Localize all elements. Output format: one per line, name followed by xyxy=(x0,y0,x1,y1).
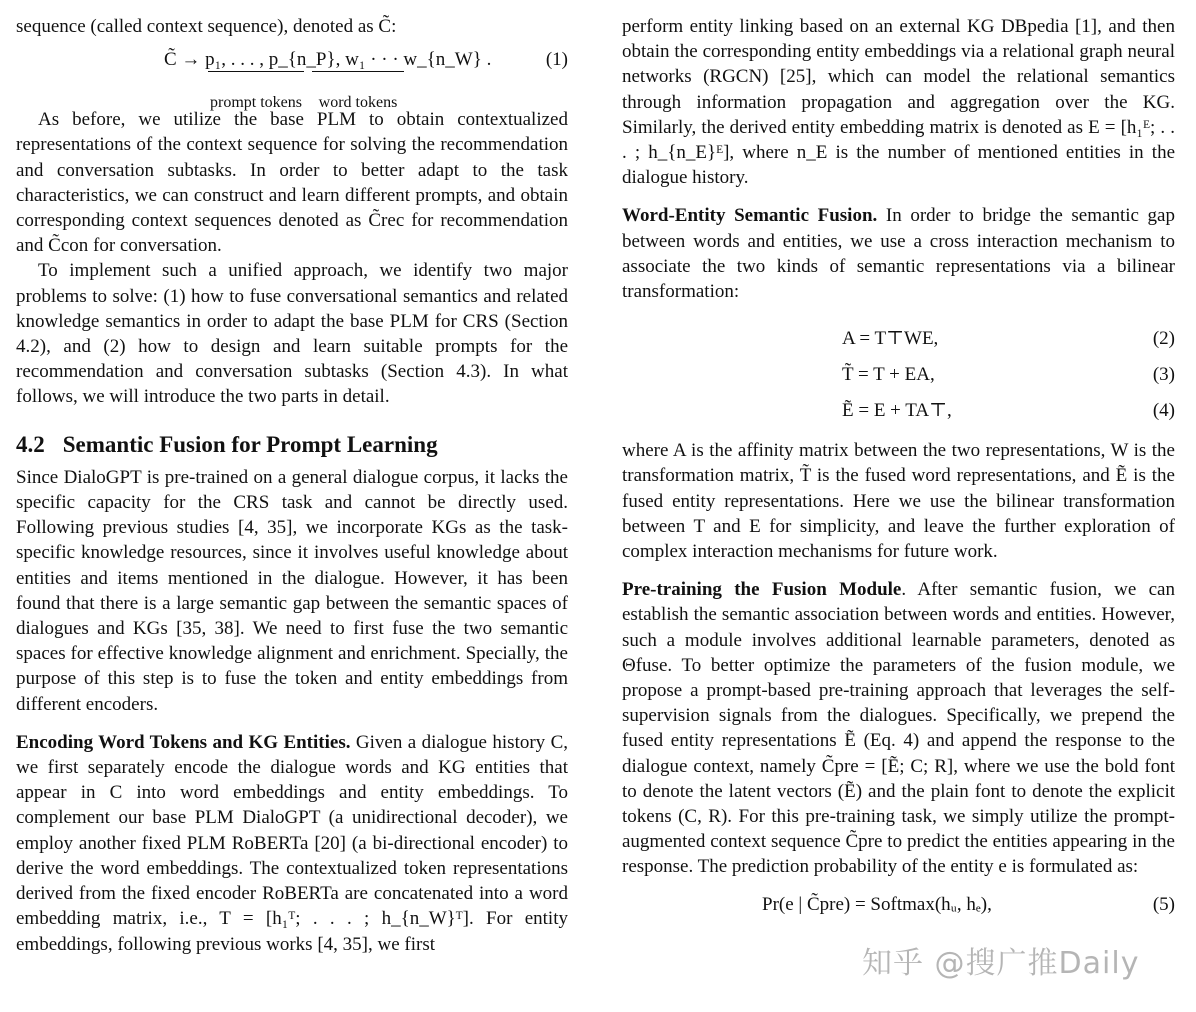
brace-prompt-tokens: prompt tokens xyxy=(208,71,304,115)
right-column xyxy=(622,14,1175,926)
equation-3: T̃ = T + EA, xyxy=(842,364,935,386)
section-title: Semantic Fusion for Prompt Learning xyxy=(62,431,438,457)
pretraining-text: . After semantic fusion, we can establish the semantic association between words and entities. However, such a module involves additional learnable parameters, denoted as Θfuse. To better optimize the parameters of the fusion module, we propose a prompt-based pre-training approach that leverages the self-supervision signals from the dialogues. Specifically, we prepend the fused entity representations Ẽ (Eq. 4) and append the response to the dialogue context, namely C̃pre = [Ẽ; C; R], where we use the bold font to denote the latent vectors (Ẽ) and the plain font to denote the explicit tokens (C, R). For this pre-training task, we simply utilize the prompt-augmented context sequence C̃pre to predict the entities appearing in the response. The prediction probability of the entity e is formulated as: xyxy=(622,579,1175,878)
equation-3-number: (3) xyxy=(1152,364,1175,386)
encoding-text: Given a dialogue history C, we first separately encode the dialogue words and KG entities that appear in C into word embeddings and entity embeddings. To complement our base PLM DialoGPT (a unidirectional decoder), we employ another fixed PLM RoBERTa [20] (a bi-directional encoder) to derive the word embeddings. The contextualized token representations derived from the fixed encoder RoBERTa are concatenated into a word embedding matrix, i.e., T = [h₁ᵀ; . . . ; h_{n_W}ᵀ]. For entity embeddings, following previous works [4, 35], we first xyxy=(16,731,568,955)
equation-1-body: C̃ → p₁, . . . , p_{n_P}, w₁ · · · w_{n_W} . xyxy=(164,49,492,71)
paragraph-encoding xyxy=(16,730,568,957)
left-column xyxy=(16,14,568,957)
equation-2-number: (2) xyxy=(1152,328,1175,350)
equation-1-braces xyxy=(208,71,412,115)
equation-5-number: (5) xyxy=(1152,893,1175,915)
pretraining-heading: Pre-training the Fusion Module xyxy=(622,579,902,601)
paragraph-dialogpt: Since DialoGPT is pre-trained on a general dialogue corpus, it lacks the specific capacity for the CRS task and cannot be directly used. Following previous studies [4, 35], we incorporate KGs as the task-specific knowledge resources, since it involves useful knowledge about entities and items mentioned in the dialogue. However, it has been found that there is a large semantic gap between the semantic spaces of dialogues and KGs [35, 38]. We need to first fuse the two semantic spaces for effective knowledge alignment and enrichment. Specially, the purpose of this step is to fuse the token and entity embeddings from different encoders. xyxy=(16,466,568,715)
paragraph-as-before: As before, we utilize the base PLM to obtain contextualized representations of the context sequence for solving the recommendation and conversation subtasks. In order to better adapt to the task characteristics, we can construct and learn different prompts, and obtain corresponding context sequences denoted as C̃rec for recommendation and C̃con for conversation. xyxy=(16,109,568,257)
equation-2: A = T⊤WE, xyxy=(842,328,939,350)
section-number: 4.2 xyxy=(16,431,45,457)
brace-word-tokens: word tokens xyxy=(312,71,404,115)
equation-4: Ẽ = E + TA⊤, xyxy=(842,400,952,422)
equation-1-number: (1) xyxy=(545,49,568,71)
encoding-heading: Encoding Word Tokens and KG Entities. xyxy=(16,731,351,753)
equation-5 xyxy=(622,892,1175,926)
fusion-heading: Word-Entity Semantic Fusion. xyxy=(622,205,878,227)
section-heading xyxy=(16,432,568,457)
paragraph-unified-approach: To implement such a unified approach, we identify two major problems to solve: (1) how to fuse conversational semantics and related knowledge semantics in order to adapt the base PLM for CRS (Section 4.2), and (2) how to design and learn suitable prompts for the recommendation and conversation subtasks (Section 4.3). In what follows, we will introduce the two parts in detail. xyxy=(16,260,568,408)
equation-5-body: Pr(e | C̃pre) = Softmax(hᵤ, hₑ), xyxy=(762,893,992,915)
fusion-text: In order to bridge the semantic gap between words and entities, we use a cross interaction mechanism to associate the two kinds of semantic representations via a bilinear transformation: xyxy=(622,205,1175,303)
paragraph-pretraining xyxy=(622,577,1175,879)
equation-4-number: (4) xyxy=(1152,400,1175,422)
paragraph-entity-linking: perform entity linking based on an external KG DBpedia [1], and then obtain the corresponding entity embeddings via a relational graph neural networks (RGCN) [25], which can model the relational semantics through information propagation and aggregation over the KG. Similarly, the derived entity embedding matrix is denoted as E = [h₁ᴱ; . . . ; h_{n_E}ᴱ], where n_E is the number of mentioned entities in the dialogue history. xyxy=(622,16,1175,189)
paragraph-affinity: where A is the affinity matrix between the two representations, W is the transformation matrix, T̃ is the fused word representations, and Ẽ is the fused entity representations. Here we use the bilinear transformation between T and E for simplicity, and leave the further exploration of complex interaction mechanisms for future work. xyxy=(622,440,1175,563)
equations-2-4 xyxy=(622,318,1175,438)
equation-1 xyxy=(16,41,568,112)
intro-line: sequence (called context sequence), denoted as C̃: xyxy=(16,16,397,37)
paragraph-fusion xyxy=(622,203,1175,304)
watermark: 知乎 @搜广推Daily xyxy=(862,946,1140,981)
